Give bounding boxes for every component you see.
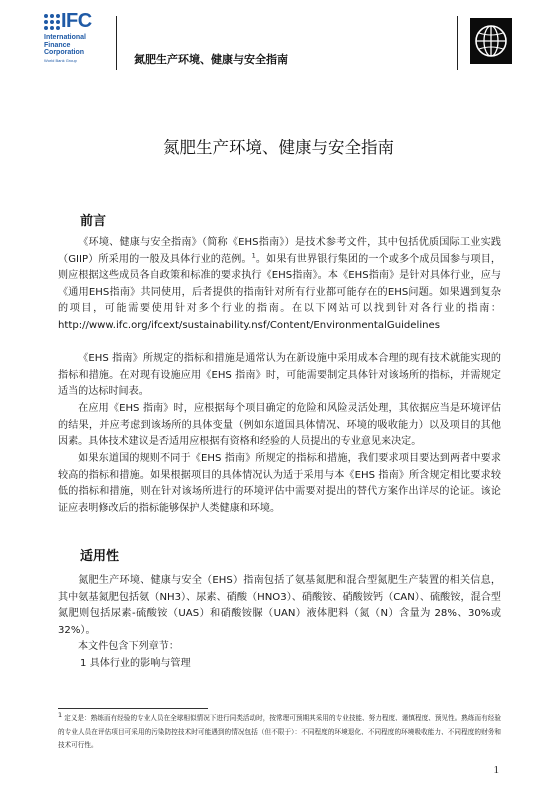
ifc-subtitle: World Bank Group	[44, 58, 77, 63]
list-item: 1 具体行业的影响与管理	[80, 658, 191, 669]
footnote-ref[interactable]: 1	[251, 251, 256, 260]
ifc-acronym: IFC	[61, 10, 92, 32]
section-heading-applicability: 适用性	[80, 549, 120, 564]
header-divider-left	[116, 16, 117, 70]
header-divider-right	[457, 16, 458, 70]
world-bank-globe-icon	[470, 18, 512, 64]
applicability-paragraph-2: 本文件包含下列章节：	[78, 641, 179, 652]
ifc-logo	[44, 10, 106, 72]
footnote: 1 定义是：熟练而有经验的专业人员在全球相似情况下进行同类活动时，按常理可预期其采用的专业技能、努力程度、谨慎程度、预见性。熟练而有经验的专业人员在评估项目可采用的污染防控技术时可能遇到的情况包括（但不限于）：不同程度的环境退化、不同程度的环境吸收能力、不同程度的财务和技术可行性。	[58, 710, 501, 749]
header-title: 氮肥生产环境、健康与安全指南	[134, 53, 288, 66]
page-header	[0, 0, 557, 80]
footnote-divider	[58, 708, 208, 709]
applicability-paragraph-1: 氮肥生产环境、健康与安全（EHS）指南包括了氨基氮肥和混合型氮肥生产装置的相关信息，其中氨基氮肥包括氨（NH3）、尿素、硝酸（HNO3）、硝酸铵、硝酸铵钙（CAN）、硫酸铵，混合型氮肥则包括尿素-硫酸铵（UAS）和硝酸铵脲（UAN）液体肥料（氮（N）含量为 28%、30%或 32%）。	[58, 575, 501, 636]
page-number: 1	[493, 764, 499, 776]
ifc-full-name: International Finance Corporation	[44, 34, 87, 56]
section-heading-foreword: 前言	[80, 214, 107, 229]
ifc-dots-icon	[44, 14, 60, 30]
document-title: 氮肥生产环境、健康与安全指南	[163, 138, 394, 157]
foreword-paragraph-2: 《EHS 指南》所规定的指标和措施是通常认为在新设施中采用成本合理的现有技术就能实现的指标和措施。在对现有设施应用《EHS 指南》时，可能需要制定具体针对该场所的指标，并需规定适当的达标时间表。	[58, 353, 501, 397]
foreword-paragraph-1: 《环境、健康与安全指南》（简称《EHS指南》）是技术参考文件，其中包括优质国际工业实践（GIIP）所采用的一般及具体行业的范例。$^1$。如果有世界银行集团的一个或多个成员国参与项目，则应根据这些成员各自政策和标准的要求执行《EHS指南》。本《EHS指南》是针对具体行业，应与《通用EHS指南》共同使用，后者提供的指南针对所有行业都可能存在的EHS问题。如果遇到复杂的项目，可能需要使用针对多个行业的指南。在以下网站可以找到针对各行业的指南：http://www.ifc.org/ifcext/sustainability.nsf/Content/EnvironmentalGuidelines	[58, 237, 502, 331]
foreword-paragraph-3: 在应用《EHS 指南》时，应根据每个项目确定的危险和风险灵活处理，其依据应当是环境评估的结果，并应考虑到该场所的具体变量（例如东道国具体情况、环境的吸收能力）以及项目的其他因素。具体技术建议是否适用应根据有资格和经验的人员提出的专业意见来决定。	[58, 403, 501, 447]
foreword-paragraph-4: 如果东道国的规则不同于《EHS 指南》所规定的指标和措施，我们要求项目要达到两者中要求较高的指标和措施。如果根据项目的具体情况认为适于采用与本《EHS 指南》所含规定相比要求较低的指标和措施，则在针对该场所进行的环境评估中需要对提出的替代方案作出详尽的论证。该论证应表明修改后的指标能够保护人类健康和环境。	[58, 453, 501, 514]
